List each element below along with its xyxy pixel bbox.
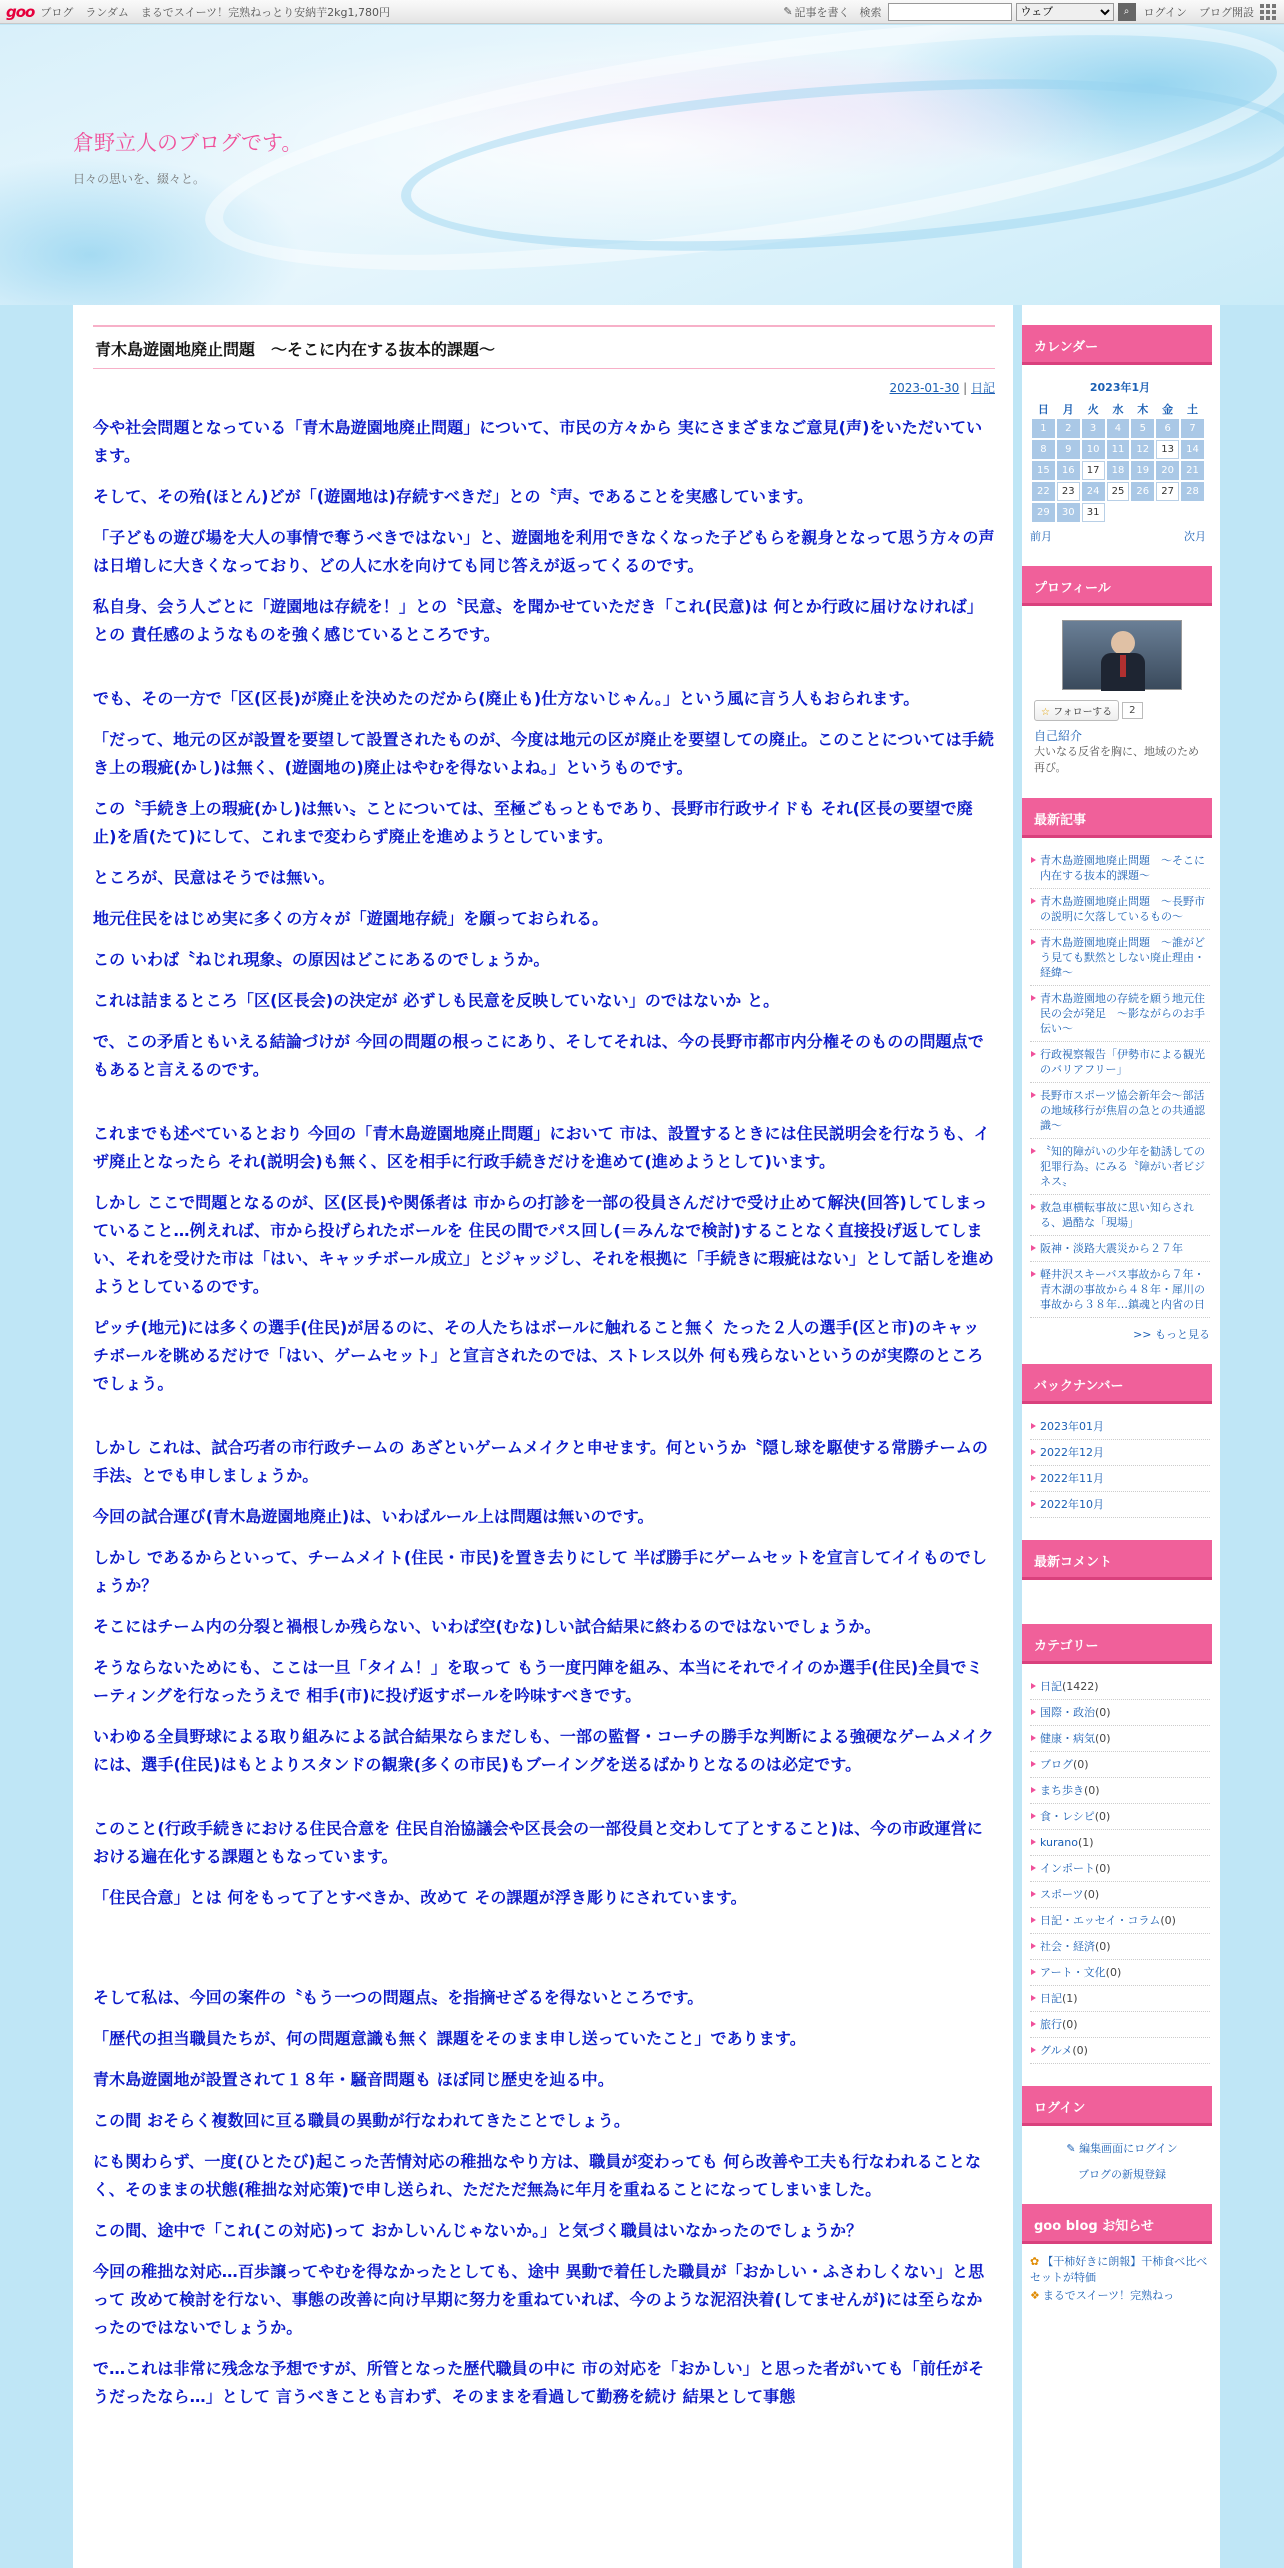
- calendar-day: 29: [1032, 503, 1055, 522]
- edit-login-link[interactable]: [1034, 2140, 1210, 2156]
- profile-widget: [1022, 566, 1212, 776]
- nav-blog-link[interactable]: ブログ: [40, 5, 74, 19]
- weekday-label: 月: [1062, 403, 1074, 416]
- backnumber-link[interactable]: 2022年11月: [1030, 1466, 1210, 1492]
- calendar-day[interactable]: 27: [1156, 482, 1179, 501]
- backnumber-widget: [1022, 1364, 1212, 1518]
- category-name: 日記: [1040, 1992, 1062, 2005]
- follow-widget: [1034, 700, 1210, 721]
- calendar-day: 2: [1057, 419, 1080, 438]
- calendar-empty-cell: [1181, 503, 1204, 522]
- calendar-day[interactable]: 31: [1082, 503, 1105, 522]
- entry-paragraph: 「住民合意」とは 何をもって了とすべきか、改めて その課題が浮き彫りにされています。: [93, 1888, 747, 1907]
- search-scope-select[interactable]: [1016, 3, 1114, 21]
- calendar-day: 14: [1181, 440, 1204, 459]
- blog-subtitle: 日々の思いを、綴々と。: [73, 172, 206, 186]
- category-name: 健康・病気: [1040, 1732, 1095, 1745]
- category-list: [1022, 1664, 1212, 2064]
- entry-meta: [93, 379, 995, 396]
- search-label: 検索: [859, 5, 882, 19]
- recent-article-link[interactable]: 青木島遊園地の存続を願う地元住民の会が発足 ～影ながらのお手伝い～: [1030, 986, 1210, 1042]
- weekday-label: 土: [1187, 403, 1199, 416]
- calendar-day[interactable]: 13: [1156, 440, 1179, 459]
- calendar-empty-cell: [1107, 503, 1130, 522]
- calendar-day: 3: [1082, 419, 1105, 438]
- calendar-day: 1: [1032, 419, 1055, 438]
- category-item[interactable]: [1030, 1960, 1210, 1986]
- calendar-day: 6: [1156, 419, 1179, 438]
- calendar-empty-cell: [1131, 503, 1154, 522]
- entry-paragraph: ところが、民意はそうでは無い。: [93, 868, 335, 887]
- entry-title-bar: [93, 325, 995, 369]
- category-count: (0): [1083, 1888, 1100, 1901]
- goo-toolbar: [0, 0, 1284, 24]
- widget-heading: 最新記事: [1022, 798, 1212, 838]
- widget-heading: 最新コメント: [1022, 1540, 1212, 1580]
- calendar-day[interactable]: 25: [1107, 482, 1130, 501]
- entry-paragraph: そこにはチーム内の分裂と禍根しか残らない、いわば空(むな)しい試合結果に終わるのではないでしょうか。: [93, 1617, 881, 1636]
- recent-article-link[interactable]: 行政視察報告「伊勢市による観光のバリアフリー」: [1030, 1042, 1210, 1083]
- recent-article-link[interactable]: 長野市スポーツ協会新年会～部活の地域移行が焦眉の急との共通認識～: [1030, 1083, 1210, 1139]
- entry-paragraph: しかし であるからといって、チームメイト(住民・市民)を置き去りにして 半ば勝手にゲームセットを宣言してイイものでしょうか？: [93, 1548, 988, 1595]
- entry-paragraph: 「歴代の担当職員たちが、何の問題意識も無く 課題をそのまま申し送っていたこと」であります。: [93, 2029, 806, 2048]
- calendar-empty-cell: [1156, 503, 1179, 522]
- profile-photo[interactable]: [1062, 620, 1182, 690]
- login-link[interactable]: ログイン: [1143, 5, 1187, 19]
- search-button[interactable]: [1118, 3, 1136, 21]
- calendar-week-row: [1032, 482, 1204, 501]
- category-name: 日記・エッセイ・コラム: [1040, 1914, 1161, 1927]
- category-name: まち歩き: [1040, 1784, 1084, 1797]
- widget-heading: バックナンバー: [1022, 1364, 1212, 1404]
- entry-paragraph: そうならないためにも、ここは一旦「タイム！」を取って もう一度円陣を組み、本当にそれでイイのか選手(住民)全員でミーティングを行なったうえで 相手(市)に投げ返すボールを吟味すべきです。: [93, 1658, 983, 1705]
- more-articles-link[interactable]: >> もっと見る: [1133, 1328, 1210, 1341]
- calendar-body: [1022, 365, 1212, 544]
- entry-paragraph: ピッチ(地元)には多くの選手(住民)が居るのに、その人たちはボールに触れること無く たった２人の選手(区と市)のキャッチボールを眺めるだけで「はい、ゲームセット」と宣言されたのでは、ストレス以外 何も残らないというのが実際のところでしょう。: [93, 1318, 984, 1393]
- category-count: (1422): [1062, 1680, 1099, 1693]
- calendar-day: 22: [1032, 482, 1055, 501]
- entry-paragraph: でも、その一方で「区(区長)が廃止を決めたのだから(廃止も)仕方ないじゃん。」という風に言う人もおられます。: [93, 689, 920, 708]
- calendar-day: 19: [1131, 461, 1154, 480]
- calendar-day: 20: [1156, 461, 1179, 480]
- calendar-day: 9: [1057, 440, 1080, 459]
- edit-login-label: 編集画面にログイン: [1079, 2142, 1178, 2155]
- calendar-day: 12: [1131, 440, 1154, 459]
- entry-paragraph: この いわば〝ねじれ現象〟の原因はどこにあるのでしょうか。: [93, 950, 550, 969]
- entry-paragraph: 青木島遊園地が設置されて１８年・騒音問題も ほぼ同じ歴史を辿る中。: [93, 2070, 614, 2089]
- category-item[interactable]: [1030, 1700, 1210, 1726]
- category-name: スポーツ: [1040, 1888, 1084, 1901]
- category-item[interactable]: [1030, 1726, 1210, 1752]
- category-item[interactable]: [1030, 2012, 1210, 2038]
- category-item[interactable]: [1030, 1674, 1210, 1700]
- gift-icon: ✿: [1030, 2255, 1040, 2268]
- entry-category-link[interactable]: 日記: [970, 381, 995, 395]
- category-item[interactable]: [1030, 1882, 1210, 1908]
- entry-paragraph: 私自身、会う人ごとに「遊園地は存続を！」との〝民意〟を聞かせていただき「これ(民意)は 何とか行政に届けなければ」との 責任感のようなものを強く感じているところです。: [93, 597, 983, 644]
- calendar-day: 30: [1057, 503, 1080, 522]
- recent-article-link[interactable]: 青木島遊園地廃止問題 ～誰がどう見ても默然としない廃止理由・経緯～: [1030, 930, 1210, 986]
- category-count: (1): [1077, 1836, 1094, 1849]
- entry-paragraph: 今回の稚拙な対応…百歩譲ってやむを得なかったとしても、途中 異動で着任した職員が「おかしい・ふさわしくない」と思って 改めて検討を行ない、事態の改善に向け早期に努力を重ねていれば、今のような泥沼決着(してませんが)には至らなかったのではないでしょうか。: [93, 2262, 985, 2337]
- category-name: 旅行: [1040, 2018, 1062, 2031]
- entry-body: [93, 414, 995, 2411]
- recent-article-link[interactable]: 救急車横転事故に思い知らされる、過酷な「現場」: [1030, 1195, 1210, 1236]
- category-item[interactable]: [1030, 1804, 1210, 1830]
- news-label: まるでスイーツ！完熟ねっ: [1042, 2289, 1175, 2302]
- main-content: [73, 305, 1013, 2568]
- entry-date-link[interactable]: 2023-01-30: [889, 381, 960, 395]
- entry-paragraph: 今や社会問題となっている「青木島遊園地廃止問題」について、市民の方々から 実にさまざまなご意見(声)をいただいています。: [93, 418, 983, 465]
- news-link[interactable]: [1030, 2288, 1210, 2304]
- category-name: 日記: [1040, 1680, 1062, 1693]
- goo-logo[interactable]: goo: [6, 2, 35, 21]
- widget-heading: プロフィール: [1022, 566, 1212, 606]
- entry-paragraph: 今回の試合運び(青木島遊園地廃止)は、いわばルール上は問題は無いのです。: [93, 1507, 654, 1526]
- profile-description: 大いなる反省を胸に、地域のため 再び。: [1034, 745, 1210, 774]
- category-count: (0): [1073, 1758, 1089, 1771]
- recent-comments-body: [1022, 1580, 1212, 1620]
- recent-article-link[interactable]: 青木島遊園地廃止問題 ～そこに内在する抜本的課題～: [1030, 848, 1210, 889]
- category-name: 食・レシピ: [1040, 1810, 1095, 1823]
- category-widget: [1022, 1624, 1212, 2064]
- category-count: (0): [1095, 1862, 1111, 1875]
- category-item[interactable]: [1030, 1908, 1210, 1934]
- calendar-widget: [1022, 325, 1212, 544]
- profile-body: [1022, 606, 1212, 776]
- calendar-day: 28: [1181, 482, 1204, 501]
- recent-article-link[interactable]: 〝知的障がいの少年を勧誘しての犯罪行為〟にみる〝障がい者ビジネス〟: [1030, 1139, 1210, 1195]
- category-item[interactable]: [1030, 1752, 1210, 1778]
- weekday-label: 水: [1112, 403, 1124, 416]
- category-item[interactable]: [1030, 1778, 1210, 1804]
- category-item[interactable]: [1030, 1830, 1210, 1856]
- widget-heading: ログイン: [1022, 2086, 1212, 2126]
- entry-paragraph: これは詰まるところ「区(区長会)の決定が 必ずしも民意を反映していない」のではないか と。: [93, 991, 780, 1010]
- weekday-label: 金: [1162, 403, 1174, 416]
- calendar-prev-link[interactable]: 前月: [1030, 530, 1052, 543]
- pencil-icon: ✎: [1066, 2142, 1076, 2155]
- login-body: [1022, 2126, 1212, 2182]
- category-count: (0): [1095, 1706, 1111, 1719]
- blog-header: [0, 25, 1284, 305]
- category-count: (1): [1062, 1992, 1078, 2005]
- category-count: (0): [1094, 1810, 1111, 1823]
- category-item[interactable]: [1030, 1934, 1210, 1960]
- new-blog-signup-link[interactable]: ブログの新規登録: [1078, 2168, 1166, 2181]
- blog-entry: [93, 325, 995, 2424]
- calendar-day[interactable]: 17: [1082, 461, 1105, 480]
- news-link[interactable]: [1030, 2254, 1210, 2286]
- recent-articles-widget: [1022, 798, 1212, 1342]
- recent-articles-list: [1022, 838, 1212, 1342]
- entry-paragraph: そして私は、今回の案件の〝もう一つの問題点〟を指摘せざるを得ないところです。: [93, 1988, 704, 2007]
- entry-paragraph: で…これは非常に残念な予想ですが、所管となった歴代職員の中に 市の対応を「おかしい」と思った者がいても「前任がそうだったなら…」として 言うべきことも言わず、そのままを看過して勤務を続け 結果として事態: [93, 2359, 985, 2406]
- category-count: (0): [1160, 1914, 1176, 1927]
- calendar-week-row: [1032, 503, 1204, 522]
- calendar-day: 5: [1131, 419, 1154, 438]
- category-count: (0): [1105, 1966, 1122, 1979]
- calendar-day: 21: [1181, 461, 1204, 480]
- category-name: アート・文化: [1040, 1966, 1106, 1979]
- search-input[interactable]: [888, 3, 1012, 21]
- calendar-week-row: [1032, 440, 1204, 459]
- entry-paragraph: しかし ここで問題となるのが、区(区長)や関係者は 市からの打診を一部の役員さんだけで受け止めて解決(回答)してしまっていること…例えれば、市から投げられたボールを 住民の間でパス回し(＝みんなで検討)することなく直接投げ返してしまい、それを受けた市は「はい、キャッチボール成立」とジャッジし、それを根拠に「手続きに瑕疵はない」として話しを進めようとしているのです。: [93, 1193, 994, 1296]
- profile-name-link[interactable]: 自己紹介: [1034, 729, 1083, 743]
- category-item[interactable]: [1030, 2038, 1210, 2064]
- entry-paragraph: しかし これは、試合巧者の市行政チームの あざといゲームメイクと申せます。何というか〝隠し球を駆使する常勝チームの手法〟とでも申しましょうか。: [93, 1438, 988, 1485]
- category-name: kurano: [1040, 1836, 1078, 1849]
- category-name: グルメ: [1040, 2044, 1073, 2057]
- calendar-day: 10: [1082, 440, 1105, 459]
- calendar-weekday-row: [1032, 401, 1204, 417]
- entry-title[interactable]: 青木島遊園地廃止問題 ～そこに内在する抜本的課題～: [95, 340, 496, 359]
- calendar-day: 4: [1107, 419, 1130, 438]
- entry-paragraph: このこと(行政手続きにおける住民合意を 住民自治協議会や区長会の一部役員と交わして了とすること)は、今の市政運営における遍在化する課題ともなっています。: [93, 1819, 983, 1866]
- entry-paragraph: いわゆる全員野球による取り組みによる試合結果ならまだしも、一部の監督・コーチの勝手な判断による強硬なゲームメイクには、選手(住民)はもとよりスタンドの観衆(多くの市民)もブーイングを送るばかりとなるのは必定です。: [93, 1727, 994, 1774]
- calendar-day: 8: [1032, 440, 1055, 459]
- widget-heading: カテゴリー: [1022, 1624, 1212, 1664]
- calendar-day: 15: [1032, 461, 1055, 480]
- calendar-day: 26: [1131, 482, 1154, 501]
- entry-paragraph: この〝手続き上の瑕疵(かし)は無い〟ことについては、至極ごもっともであり、長野市行政サイドも それ(区長の要望で廃止)を盾(たて)にして、これまで変わらず廃止を進めようとしています。: [93, 799, 973, 846]
- category-name: インポート: [1040, 1862, 1095, 1875]
- follow-button[interactable]: [1034, 700, 1119, 721]
- entry-paragraph: この間 おそらく複数回に亘る職員の異動が行なわれてきたことでしょう。: [93, 2111, 630, 2130]
- category-item[interactable]: [1030, 1856, 1210, 1882]
- follow-count: 2: [1122, 702, 1142, 719]
- backnumber-link[interactable]: 2022年12月: [1030, 1440, 1210, 1466]
- backnumber-link[interactable]: 2023年01月: [1030, 1414, 1210, 1440]
- calendar-table: [1030, 399, 1206, 524]
- login-widget: [1022, 2086, 1212, 2182]
- calendar-nav: [1030, 528, 1206, 544]
- entry-paragraph: 「子どもの遊び場を大人の事情で奪うべきではない」と、遊園地を利用できなくなった子どもらを親身となって思う方々の声は日増しに大きくなっており、どの人に水を向けても同じ答えが返ってくるのです。: [93, 528, 995, 575]
- weekday-label: 火: [1087, 403, 1099, 416]
- entry-paragraph: 地元住民をはじめ実に多くの方々が「遊園地存続」を願っておられる。: [93, 909, 609, 928]
- goo-news-list: [1022, 2244, 1212, 2304]
- widget-heading: goo blog お知らせ: [1022, 2204, 1212, 2244]
- calendar-day: 18: [1107, 461, 1130, 480]
- category-count: (0): [1095, 1940, 1111, 1953]
- category-count: (0): [1062, 2018, 1078, 2031]
- calendar-day: 7: [1181, 419, 1204, 438]
- category-name: ブログ: [1040, 1758, 1073, 1771]
- star-icon: ☆: [1041, 707, 1050, 718]
- entry-paragraph: で、この矛盾ともいえる結論づけが 今回の問題の根っこにあり、そしてそれは、今の長野市都市内分権そのものの問題点でもあると言えるのです。: [93, 1032, 984, 1079]
- category-item[interactable]: [1030, 1986, 1210, 2012]
- category-count: (0): [1072, 2044, 1088, 2057]
- calendar-week-row: [1032, 461, 1204, 480]
- widget-heading: カレンダー: [1022, 325, 1212, 365]
- recent-article-link[interactable]: 阪神・淡路大震災から２７年: [1030, 1236, 1210, 1262]
- sidebar: [1022, 305, 1220, 2306]
- start-blog-link[interactable]: ブログ開設: [1199, 5, 1254, 19]
- meta-separator: |: [963, 381, 968, 395]
- entry-paragraph: 「だって、地元の区が設置を要望して設置されたものが、今度は地元の区が廃止を要望しての廃止。このことについては手続き上の瑕疵(かし)は無く、(遊園地の)廃止はやむを得ないよね。」というものです。: [93, 730, 994, 777]
- apps-grid-icon[interactable]: [1260, 4, 1276, 20]
- profile-photo-head: [1111, 631, 1135, 655]
- follow-label: フォローする: [1053, 707, 1113, 718]
- news-label: 【干柿好きに朗報】干柿食べ比べセットが特価: [1030, 2255, 1208, 2284]
- calendar-week-row: [1032, 419, 1204, 438]
- category-count: (0): [1084, 1784, 1100, 1797]
- recent-article-link[interactable]: 軽井沢スキーバス事故から７年・青木湖の事故から４８年・犀川の事故から３８年…鎮魂と内省の日: [1030, 1262, 1210, 1318]
- recent-comments-widget: [1022, 1540, 1212, 1620]
- backnumber-link[interactable]: 2022年10月: [1030, 1492, 1210, 1518]
- calendar-next-link[interactable]: 次月: [1184, 530, 1206, 543]
- calendar-days: [1032, 419, 1204, 522]
- calendar-day[interactable]: 23: [1057, 482, 1080, 501]
- entry-paragraph: これまでも述べているとおり 今回の「青木島遊園地廃止問題」において 市は、設置するときには住民説明会を行なうも、イザ廃止となったら それ(説明会)も無く、区を相手に行政手続きだけを進めて(進めようとして)います。: [93, 1124, 990, 1171]
- backnumber-list: [1022, 1404, 1212, 1518]
- category-count: (0): [1095, 1732, 1111, 1745]
- goo-news-widget: [1022, 2204, 1212, 2304]
- nav-promo-link[interactable]: まるでスイーツ！完熟ねっとり安納芋2kg1,780円: [140, 5, 390, 19]
- search-icon: ⌕: [1123, 6, 1130, 17]
- write-article-link[interactable]: 記事を書く: [794, 5, 850, 19]
- category-name: 社会・経済: [1040, 1940, 1095, 1953]
- entry-paragraph: この間、途中で「これ(この対応)って おかしいんじゃないか。」と気づく職員はいなかったのでしょうか？: [93, 2221, 863, 2240]
- entry-paragraph: にも関わらず、一度(ひとたび)起こった苦情対応の稚拙なやり方は、職員が変わっても 何ら改善や工夫も行なわれることなく、そのままの状態(稚拙な対応策)で申し送られ、ただただ無為に年月を重ねることになってしまいました。: [93, 2152, 982, 2199]
- entry-paragraph: そして、その殆(ほとん)どが「(遊園地は)存続すべきだ」との〝声〟であることを実感しています。: [93, 487, 814, 506]
- weekday-label: 木: [1137, 403, 1149, 416]
- sweet-potato-icon: ❖: [1030, 2289, 1040, 2302]
- calendar-day: 16: [1057, 461, 1080, 480]
- pencil-icon: ✎: [783, 5, 793, 18]
- weekday-label: 日: [1037, 403, 1049, 416]
- recent-article-link[interactable]: 青木島遊園地廃止問題 ～長野市の説明に欠落しているもの～: [1030, 889, 1210, 930]
- category-name: 国際・政治: [1040, 1706, 1095, 1719]
- blog-title[interactable]: 倉野立人のブログです。: [73, 131, 303, 155]
- calendar-month: 2023年1月: [1089, 381, 1151, 394]
- calendar-day: 24: [1082, 482, 1105, 501]
- profile-photo-tie: [1120, 655, 1126, 677]
- nav-random-link[interactable]: ランダム: [85, 5, 129, 19]
- calendar-day: 11: [1107, 440, 1130, 459]
